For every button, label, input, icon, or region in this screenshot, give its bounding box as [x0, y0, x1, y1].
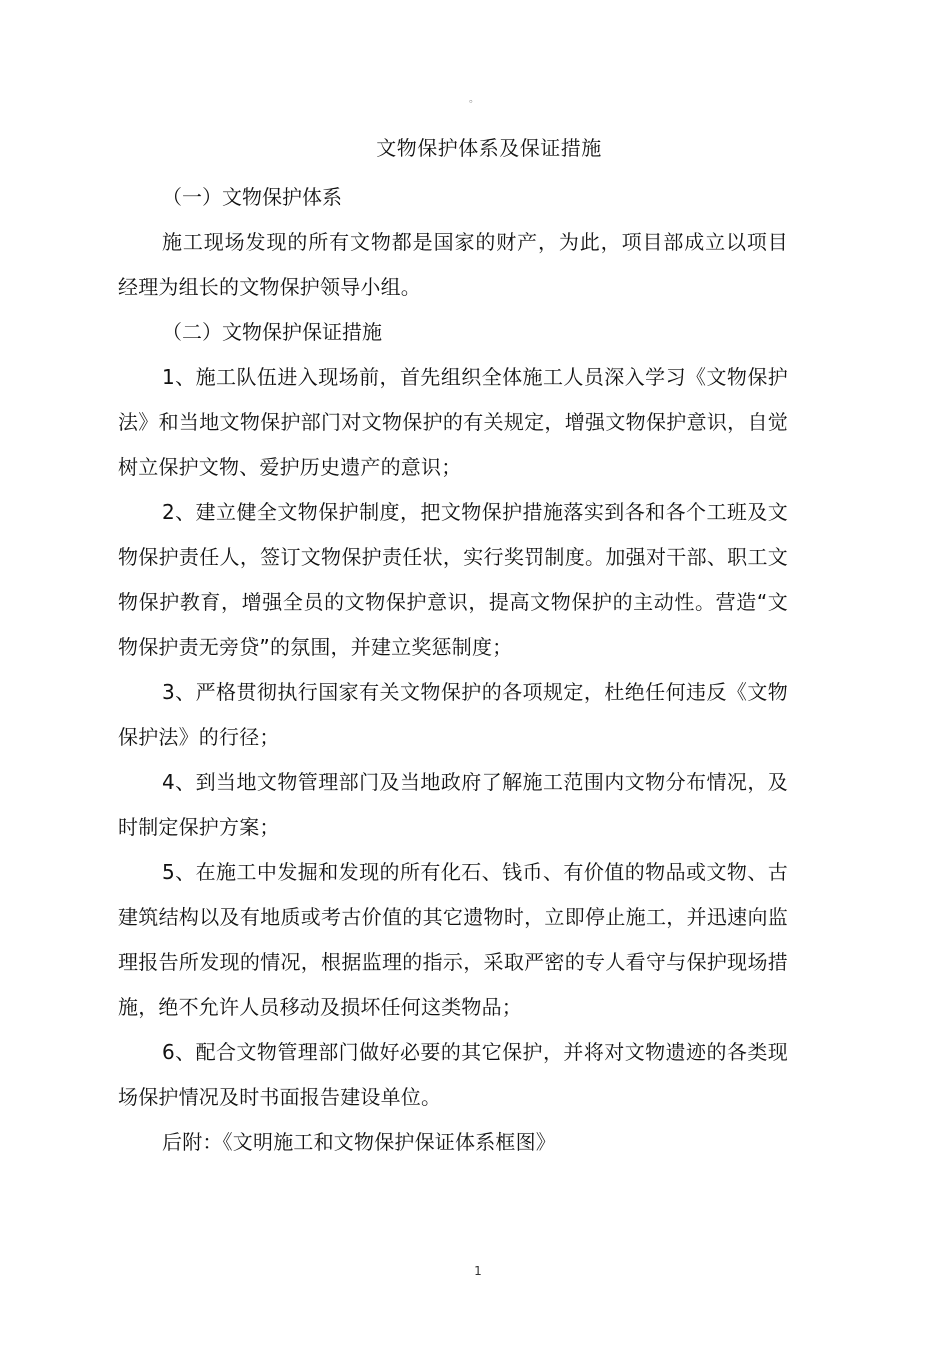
- measure-item-1: 1、施工队伍进入现场前，首先组织全体施工人员深入学习《文物保护法》和当地文物保护部门对文物保护的有关规定，增强文物保护意识，自觉树立保护文物、爱护历史遗产的意识；: [118, 365, 788, 479]
- document-title: 文物保护体系及保证措施: [376, 136, 602, 160]
- measure-item-5: 5、在施工中发掘和发现的所有化石、钱币、有价值的物品或文物、古建筑结构以及有地质或考古价值的其它遗物时，立即停止施工，并迅速向监理报告所发现的情况，根据监理的指示，采取严密的专人看守与保护现场措施，绝不允许人员移动及损坏任何这类物品；: [118, 860, 788, 1019]
- section-heading-protection-measures: （二）文物保护保证措施: [162, 320, 382, 344]
- top-mark: 。: [469, 94, 479, 105]
- paragraph-protection-system: 施工现场发现的所有文物都是国家的财产，为此，项目部成立以项目经理为组长的文物保护领导小组。: [118, 230, 788, 299]
- attachment-note: 后附：《文明施工和文物保护保证体系框图》: [162, 1130, 556, 1154]
- measure-item-3: 3、严格贯彻执行国家有关文物保护的各项规定，杜绝任何违反《文物保护法》的行径；: [118, 680, 788, 749]
- document-content: [118, 175, 788, 1165]
- section-heading-protection-system: （一）文物保护体系: [162, 185, 342, 209]
- measure-item-2: 2、建立健全文物保护制度，把文物保护措施落实到各和各个工班及文物保护责任人，签订文物保护责任状，实行奖罚制度。加强对干部、职工文物保护教育，增强全员的文物保护意识，提高文物保护的主动性。营造“文物保护责无旁贷”的氛围，并建立奖惩制度；: [118, 500, 788, 659]
- page-number: 1: [474, 1264, 482, 1278]
- measure-item-4: 4、到当地文物管理部门及当地政府了解施工范围内文物分布情况，及时制定保护方案；: [118, 770, 788, 839]
- measure-item-6: 6、配合文物管理部门做好必要的其它保护，并将对文物遗迹的各类现场保护情况及时书面报告建设单位。: [118, 1040, 788, 1109]
